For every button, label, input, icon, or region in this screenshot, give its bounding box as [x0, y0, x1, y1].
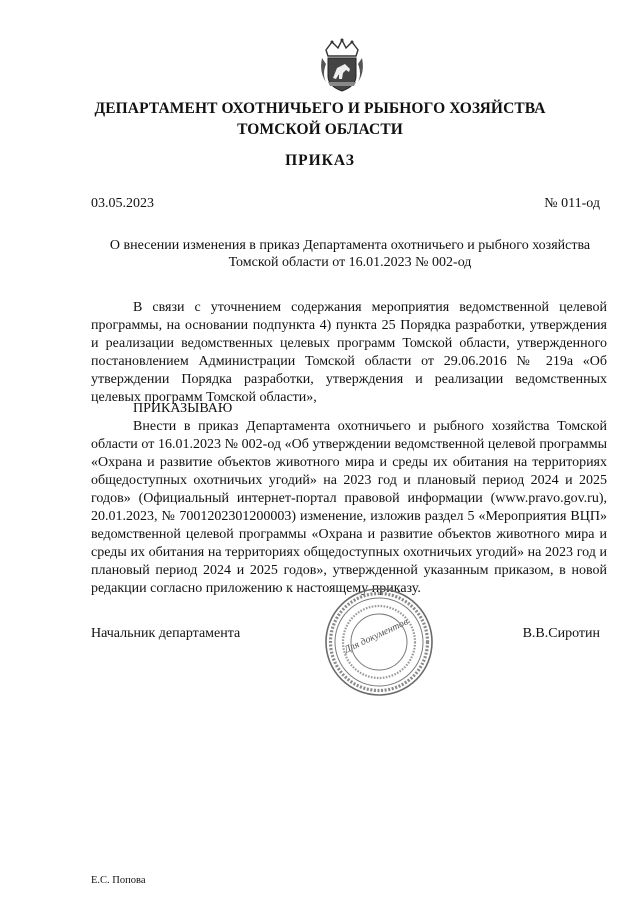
- order-clause-paragraph: Внести в приказ Департамента охотничьего и рыбного хозяйства Томской области от 16.01.2023 № 002-од «Об утверждении ведомственной целевой программы «Охрана и развитие объектов животного мира и среды их обитания на территориях общедоступных охотничьих угодий» на 2023 год и плановый период 2024 и 2025 годов» (Официальный интернет-портал правовой информации (www.pravo.gov.ru), 20.01.2023, № 7001202301200003) изменение, изложив раздел 5 «Мероприятия ВЦП» ведомственной целевой программы «Охрана и развитие объектов животного мира и среды их обитания на территориях общедоступных охотничьих угодий» на 2023 год и плановый период 2024 и 2025 годов», утвержденной указанным приказом, в новой редакции согласно приложению к настоящему приказу.: [91, 419, 607, 596]
- preamble-paragraph: В связи с уточнением содержания мероприятия ведомственной целевой программы, на основании подпункта 4) пункта 25 Порядка разработки, утверждения и реализации ведомственных целевых программ Томской области, утвержденного постановлением Администрации Томской области от 29.06.2016 № 219а «Об утверждении Порядка разработки, утверждения и реализации ведомственных целевых программ Томской области»,: [91, 300, 607, 405]
- order-word: ПРИКАЗЫВАЮ: [133, 401, 233, 416]
- subject-line1: О внесении изменения в приказ Департамента охотничьего и рыбного хозяйства: [109, 238, 591, 253]
- document-type: ПРИКАЗ: [285, 152, 355, 169]
- document-date: 03.05.2023: [91, 196, 154, 211]
- signatory-title: Начальник департамента: [91, 626, 241, 641]
- document-number: № 011-од: [544, 196, 600, 211]
- document-subject: [60, 237, 640, 271]
- subject-line2: Томской области от 16.01.2023 № 002-од: [228, 255, 472, 270]
- coat-of-arms-icon: [318, 36, 366, 94]
- executor-name: Е.С. Попова: [91, 875, 146, 886]
- official-stamp-icon: [323, 586, 435, 698]
- signatory-name: В.В.Сиротин: [522, 626, 600, 641]
- organization-name-line2: ТОМСКОЙ ОБЛАСТИ: [237, 121, 403, 138]
- organization-name-line1: ДЕПАРТАМЕНТ ОХОТНИЧЬЕГО И РЫБНОГО ХОЗЯЙСТВА: [94, 100, 546, 117]
- stamp-text: Для документов: [342, 616, 410, 656]
